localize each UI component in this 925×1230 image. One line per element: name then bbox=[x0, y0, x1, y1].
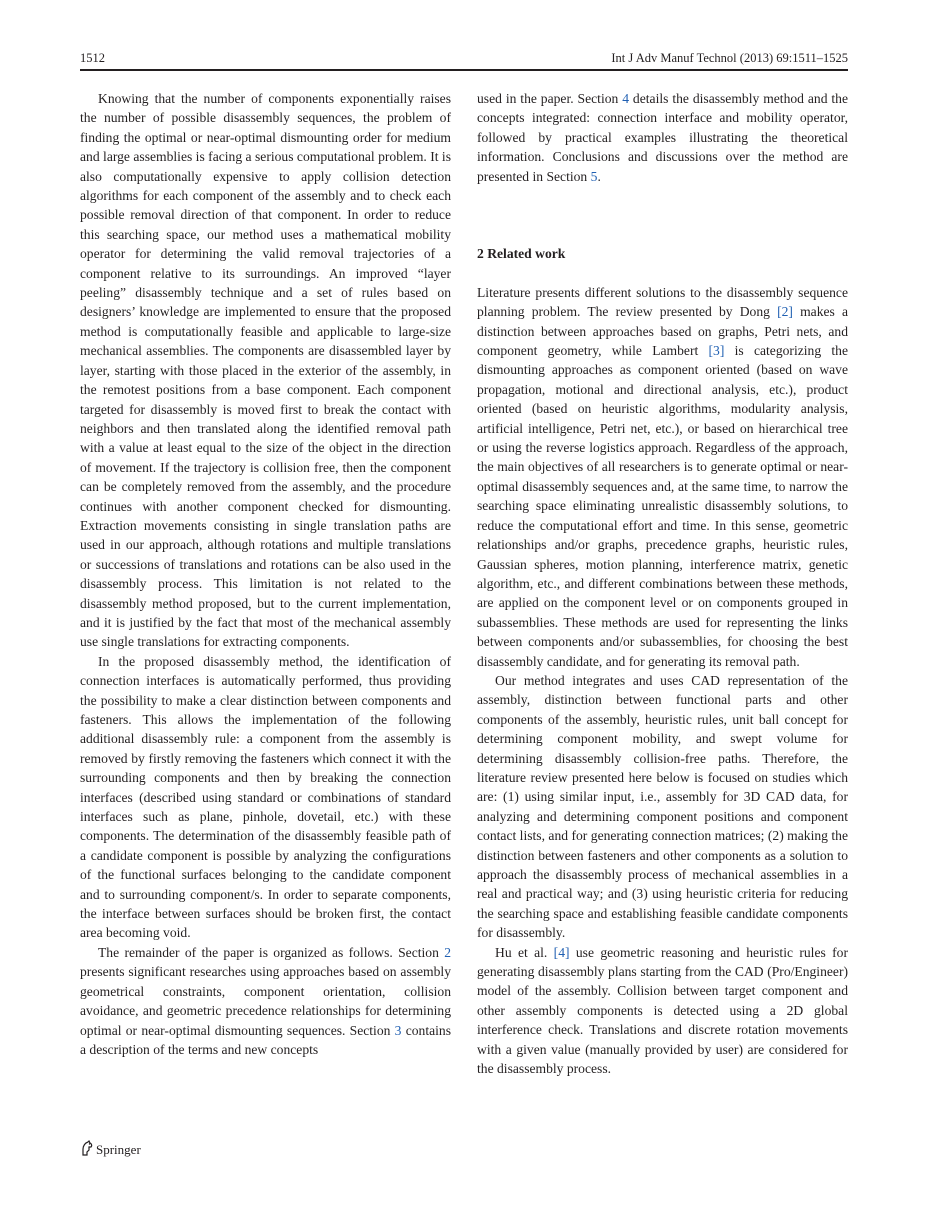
text-span: details the disassembly method and the concepts integrated: connection interface and mobility operator, followed by practical examples illustrating the theoretical information. Conclusions and discussions over the method are presented in Section bbox=[477, 91, 849, 184]
paragraph: In the proposed disassembly method, the identification of connection interfaces is automatically performed, thus providing the possibility to make a clear distinction between components and fasteners. This allows the implementation of the following additional disassembly rule: a component from the assembly is removed by firstly removing the fasteners which connect it with the surrounding components and then by breaking the connection interfaces (described using standard or combinations of standard interfaces such as plane, pinhole, dovetail, etc.) with these components. The determination of the disassembly feasible path of a candidate component is possible by analyzing the configurations of the functional surfaces belonging to the candidate component and to surrounding component/s. In order to separate components, the interface between surfaces should be broken first, the contact area becoming void. bbox=[80, 653, 451, 941]
right-column bbox=[477, 89, 848, 1078]
text-span: Hu et al. bbox=[495, 944, 554, 960]
text-span: . bbox=[597, 168, 601, 184]
springer-horse-icon bbox=[80, 1140, 96, 1160]
text-span: Literature presents different solutions to the disassembly sequence planning problem. The review presented by Dong bbox=[477, 284, 848, 320]
publisher-name: Springer bbox=[96, 1142, 141, 1157]
left-column bbox=[80, 89, 451, 1059]
text-span: contains a description of the terms and new concepts bbox=[80, 1022, 451, 1057]
citation-link[interactable]: [2] bbox=[777, 304, 793, 320]
text-span: makes a distinction between approaches based on graphs, Petri nets, and component geometry, while Lambert bbox=[477, 304, 848, 359]
text-span: use geometric reasoning and heuristic rules for generating disassembly plans starting from the CAD (Pro/Engineer) model of the assembly. Collision between target component and other assembly components is detected using a 2D global interference check. Translations and discrete rotation movements with a given value (manually provided by user) are considered for the disassembly process. bbox=[477, 944, 848, 1077]
header-rule bbox=[80, 69, 848, 71]
paragraph bbox=[80, 943, 451, 1059]
section-ref-link[interactable]: 5 bbox=[590, 168, 598, 184]
text-span: is categorizing the dismounting approaches as component oriented (based on wave propagation, motional and directional analysis, etc.), product oriented (based on heuristic algorithms, modularity analysis, artificial intelligence, Petri net, etc.), or based on hierarchical tree or using the reverse logistics approach. Regardless of the approach, the main objectives of all researchers is to generate optimal or near-optimal disassembly sequences and, at the same time, to narrow the searching space eliminating unrealistic disassembly solutions, to reduce the computational effort and time. In this sense, geometric relationships and/or graphs, precedence graphs, heuristic rules, Gaussian spheres, motion planning, interference matrix, genetic algorithm, etc., and different combinations between these methods, are applied on the component level or on components grouped in subassemblies. These methods are used for representing the links between components and/or subassemblies, for choosing the best disassembly candidate, and for generating its removal path. bbox=[477, 343, 848, 669]
section-ref-link[interactable]: 4 bbox=[622, 91, 630, 106]
citation-link[interactable]: [3] bbox=[708, 343, 725, 359]
paragraph: Knowing that the number of components exponentially raises the number of possible disassembly sequences, the problem of finding the optimal or near-optimal dismounting order for medium and large assemblies is facing a serious computational problem. It is also computationally expensive to apply collision detection algorithms for each component of the assembly and to check each possible removal direction of that component. In order to reduce this searching space, our method uses a mathematical mobility operator for determining the valid removal trajectories of a component relative to its surroundings. An improved “layer peeling” disassembly technique and a set of rules based on designers’ knowledge are implemented to ensure that the proposed method is computationally feasible and applicable to large-size mechanical assemblies. The components are disassembled layer by layer, starting with those placed in the exterior of the assembly, in the remotest positions from a base component. Each component targeted for disassembly is moved first to break the contact with neighbors and then translated along the identified removal path with a value at least equal to the size of the object in the direction of movement. If the trajectory is collision free, then the component can be completely removed from the assembly, and the procedure continues with another component checked for dismounting. Extraction movements consisting in single translation paths are used in our approach, although rotations and multiple translations or successions of translations and rotations can be also used in the disassembly process. This limitation is not related to the disassembly method proposed, but to the current implementation, and it is justified by the fact that most of the mechanical assembly use single translations for extracting components. bbox=[80, 91, 451, 650]
text-span: used in the paper. Section bbox=[477, 91, 623, 106]
page-footer bbox=[80, 1140, 141, 1160]
page-number: 1512 bbox=[80, 51, 105, 65]
paragraph bbox=[477, 89, 848, 186]
text-span: The remainder of the paper is organized as follows. Section bbox=[98, 944, 445, 960]
section-ref-link[interactable]: 3 bbox=[394, 1022, 402, 1038]
paragraph: Our method integrates and uses CAD representation of the assembly, distinction between functional parts and other components of the assembly, heuristic rules, unit ball concept for determining component mobility, and swept volume for determining disassembly collision-free paths. Therefore, the literature review presented here below is focused on studies which are: (1) using similar input, i.e., assembly for 3D CAD data, for analyzing and determining component positions and component contact lists, and for generating connection matrices; (2) making the distinction between fasteners and other components as a solution to approach the disassembly process of mechanical assemblies in a real and practical way; and (3) using heuristic criteria for reducing the searching space and establishing feasible candidate components for disassembly. bbox=[477, 672, 848, 941]
section-heading: 2 Related work bbox=[477, 246, 566, 262]
journal-citation: Int J Adv Manuf Technol (2013) 69:1511–1525 bbox=[611, 51, 848, 65]
paragraph bbox=[477, 283, 848, 671]
text-span: presents significant researches using approaches based on assembly geometrical constraints, component orientation, collision avoidance, and geometric precedence relationships for determining optimal or near-optimal dismounting sequences. Section bbox=[80, 964, 451, 1038]
citation-link[interactable]: [4] bbox=[553, 944, 570, 960]
section-ref-link[interactable]: 2 bbox=[444, 944, 451, 960]
paragraph bbox=[477, 943, 848, 1079]
running-header bbox=[80, 51, 848, 69]
